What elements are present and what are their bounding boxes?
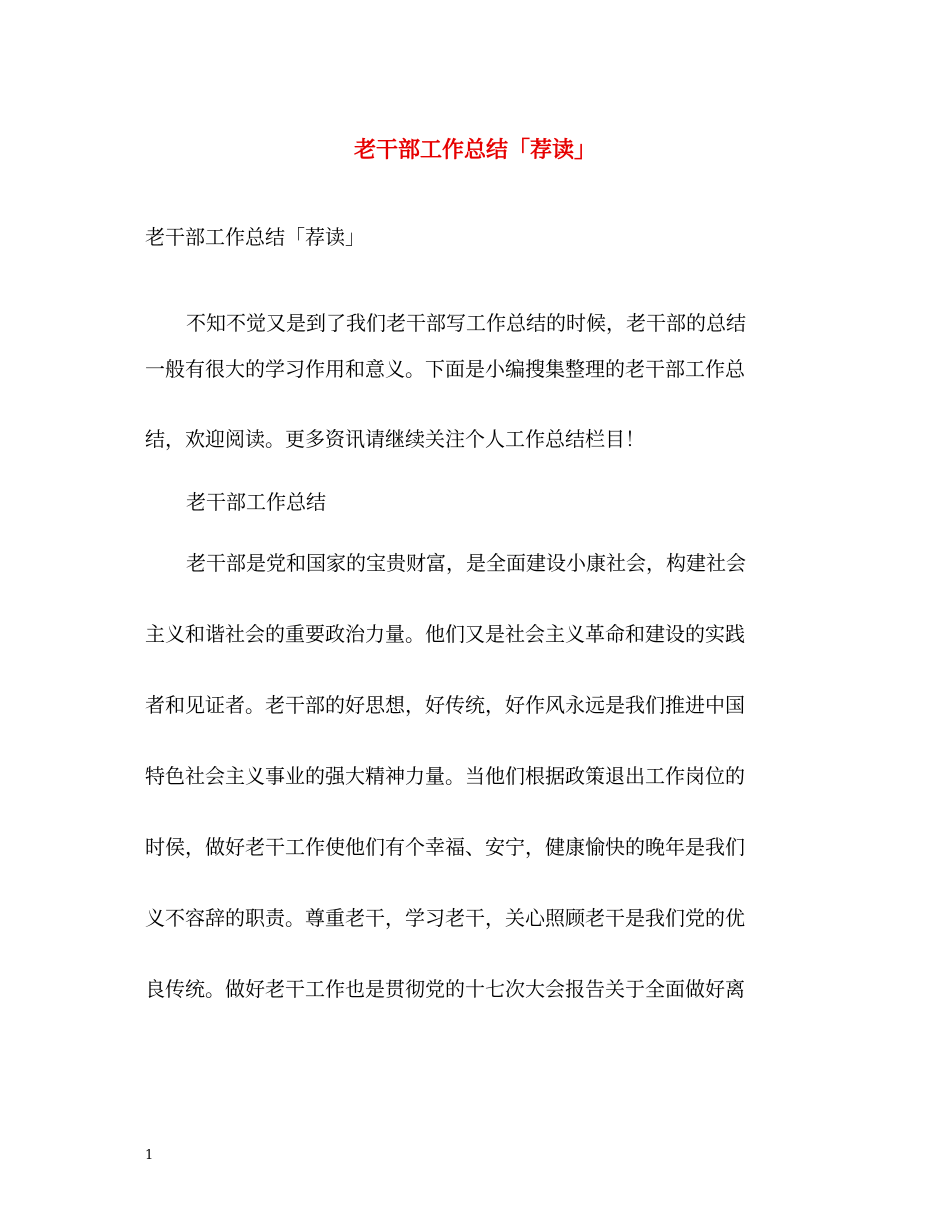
- body-line-1: 老干部是党和国家的宝贵财富，是全面建设小康社会，构建社会: [186, 551, 746, 575]
- document-subtitle: 老干部工作总结「荐读」: [145, 225, 365, 249]
- body-line-5: 时侯，做好老干工作使他们有个幸福、安宁，健康愉快的晚年是我们: [145, 835, 745, 859]
- body-line-6: 义不容辞的职责。尊重老干，学习老干，关心照顾老干是我们党的优: [145, 906, 745, 930]
- body-line-2: 主义和谐社会的重要政治力量。他们又是社会主义革命和建设的实践: [145, 622, 745, 646]
- intro-line-2: 一般有很大的学习作用和意义。下面是小编搜集整理的老干部工作总: [145, 357, 745, 381]
- page-number: 1: [145, 1148, 154, 1163]
- page-title: 老干部工作总结「荐读」: [353, 137, 596, 163]
- intro-line-3: 结，欢迎阅读。更多资讯请继续关注个人工作总结栏目！: [145, 427, 645, 451]
- intro-line-1: 不知不觉又是到了我们老干部写工作总结的时候，老干部的总结: [186, 311, 746, 335]
- body-line-7: 良传统。做好老干工作也是贯彻党的十七次大会报告关于全面做好离: [145, 977, 745, 1001]
- section-heading: 老干部工作总结: [186, 490, 326, 514]
- body-line-3: 者和见证者。老干部的好思想，好传统，好作风永远是我们推进中国: [145, 693, 745, 717]
- body-line-4: 特色社会主义事业的强大精神力量。当他们根据政策退出工作岗位的: [145, 764, 745, 788]
